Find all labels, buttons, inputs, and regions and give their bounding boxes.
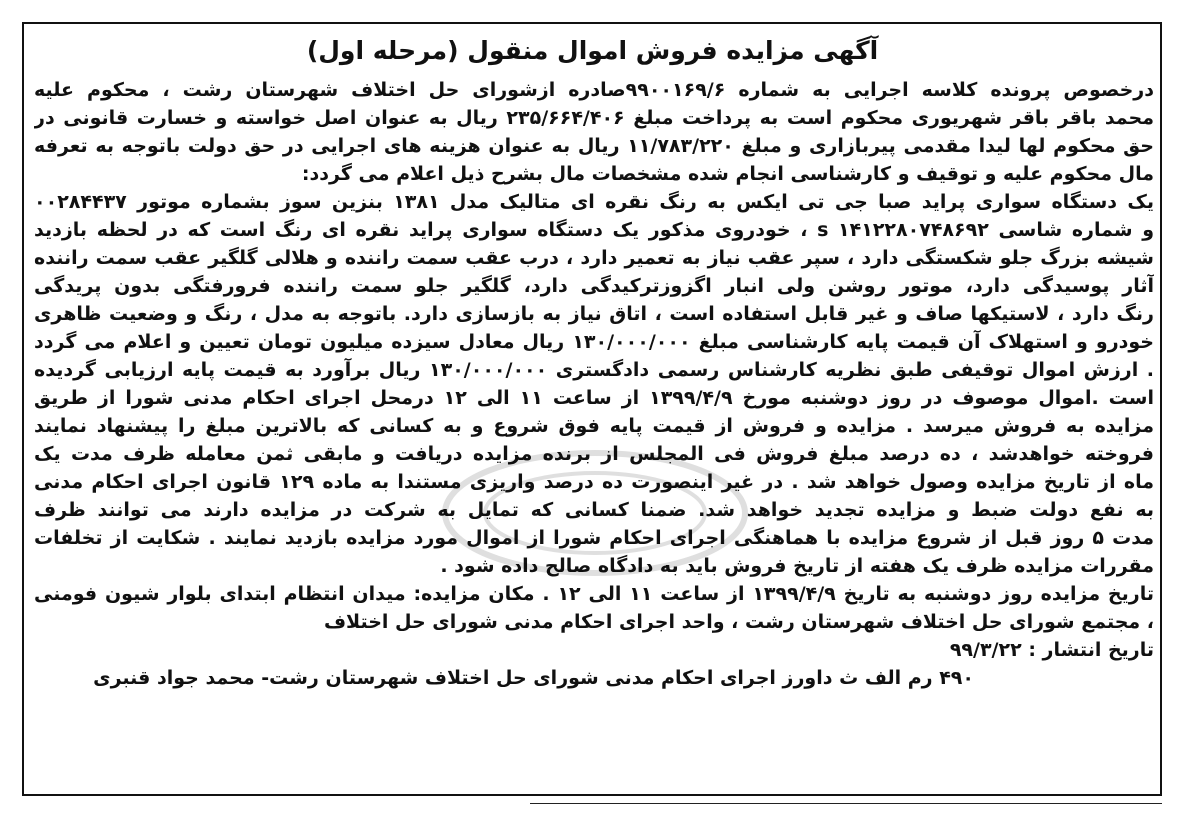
notice-line: حق محکوم لها لیدا مقدمی پیربازاری و مبلغ ۱۱/۷۸۳/۲۲۰ ریال به عنوان هزینه های اجرایی در حق دولت باتوجه به تعرفه (34, 135, 1154, 157)
notice-line: و شماره شاسی s ۱۴۱۲۲۸۰۷۴۸۶۹۲ ، خودروی مذکور یک دستگاه سواری پراید نقره ای رنگ است که در لحظه بازدید (34, 219, 1154, 241)
notice-line: مال محکوم علیه و توقیف و کارشناسی انجام شده مشخصات مال بشرح ذیل اعلام می گردد: (301, 163, 1154, 185)
notice-line: مدت ۵ روز قبل از شروع مزایده با هماهنگی اجرای احکام شورا از اموال مورد مزایده بازدید نمایند . شکایت از تخلفات (34, 527, 1154, 549)
notice-line: محمد باقر باقر شهریوری محکوم است به پرداخت مبلغ ۲۳۵/۶۶۴/۴۰۶ ریال به عنوان اصل خواسته و خسارت قانونی در (34, 107, 1154, 129)
notice-line: . ارزش اموال توقیفی طبق نظریه کارشناس رسمی دادگستری ۱۳۰/۰۰۰/۰۰۰ ریال برآورد به قیمت پایه ارزیابی گردیده (34, 359, 1154, 381)
notice-line: مقررات مزایده ظرف یک هفته از تاریخ فروش باید به دادگاه صالح داده شود . (440, 555, 1154, 577)
notice-body (34, 76, 1154, 692)
notice-line: فروخته خواهدشد ، ده درصد مبلغ فروش فی المجلس از برنده مزایده دریافت و مابقی ثمن معامله ظرف مدت یک (34, 443, 1154, 465)
notice-line: خودرو و استهلاک آن قیمت پایه کارشناسی مبلغ ۱۳۰/۰۰۰/۰۰۰ ریال معادل سیزده میلیون تومان تعیین و اعلام می گردد (34, 331, 1154, 353)
notice-line: شیشه بزرگ جلو شکستگی دارد ، سپر عقب نیاز به تعمیر دارد ، درب عقب سمت راننده و هلالی گلگیر عقب سمت راننده (34, 247, 1154, 269)
notice-title: آگهی مزایده فروش اموال منقول (مرحله اول) (306, 36, 879, 65)
notice-line: یک دستگاه سواری پراید صبا جی تی ایکس به رنگ نقره ای متالیک مدل ۱۳۸۱ بنزین سوز بشماره موتور ۰۰۲۸۴۴۳۷ (34, 191, 1154, 213)
notice-line: درخصوص پرونده کلاسه اجرایی به شماره ۹۹۰۰۱۶۹/۶صادره ازشورای حل اختلاف شهرستان رشت ، محکوم علیه (34, 79, 1154, 101)
notice-line: است .اموال موصوف در روز دوشنبه مورخ ۱۳۹۹/۴/۹ از ساعت ۱۱ الی ۱۲ درمحل اجرای احکام مدنی شورا از طریق (34, 387, 1154, 409)
notice-line: تاریخ مزایده روز دوشنبه به تاریخ ۱۳۹۹/۴/۹ از ساعت ۱۱ الی ۱۲ . مکان مزایده: میدان انتظام ابتدای بلوار شیون فومنی (34, 583, 1154, 605)
notice-line: مزایده به فروش میرسد . مزایده و فروش از قیمت پایه فوق شروع و به کسانی که بالاترین مبلغ را پیشنهاد نمایند (34, 415, 1154, 437)
publish-date: تاریخ انتشار : ۹۹/۳/۲۲ (949, 639, 1154, 661)
signature-line: ۴۹۰ رم الف ث داورز اجرای احکام مدنی شورای حل اختلاف شهرستان رشت- محمد جواد قنبری (93, 667, 974, 689)
notice-line: رنگ دارد ، لاستیکها صاف و غیر قابل استفاده است ، اتاق نیاز به بازسازی دارد. باتوجه به مدل ، رنگ و وضعیت ظاهری (34, 303, 1154, 325)
notice-line: آثار پوسیدگی دارد، موتور روشن ولی انبار اگزوزترکیدگی دارد، گلگیر جلو سمت راننده فرورفتگی بدون پریدگی (34, 275, 1154, 297)
footer-rule (530, 803, 1162, 804)
notice-line: به نفع دولت ضبط و مزایده تجدید خواهد شد. ضمنا کسانی که تمایل به شرکت در مزایده دارند می توانند ظرف (34, 499, 1154, 521)
notice-line: ماه از تاریخ مزایده وصول خواهد شد . در غیر اینصورت ده درصد واریزی مستندا به ماده ۱۲۹ قانون اجرای احکام مدنی (34, 471, 1154, 493)
notice-line: ، مجتمع شورای حل اختلاف شهرستان رشت ، واحد اجرای احکام مدنی شورای حل اختلاف (323, 611, 1154, 633)
